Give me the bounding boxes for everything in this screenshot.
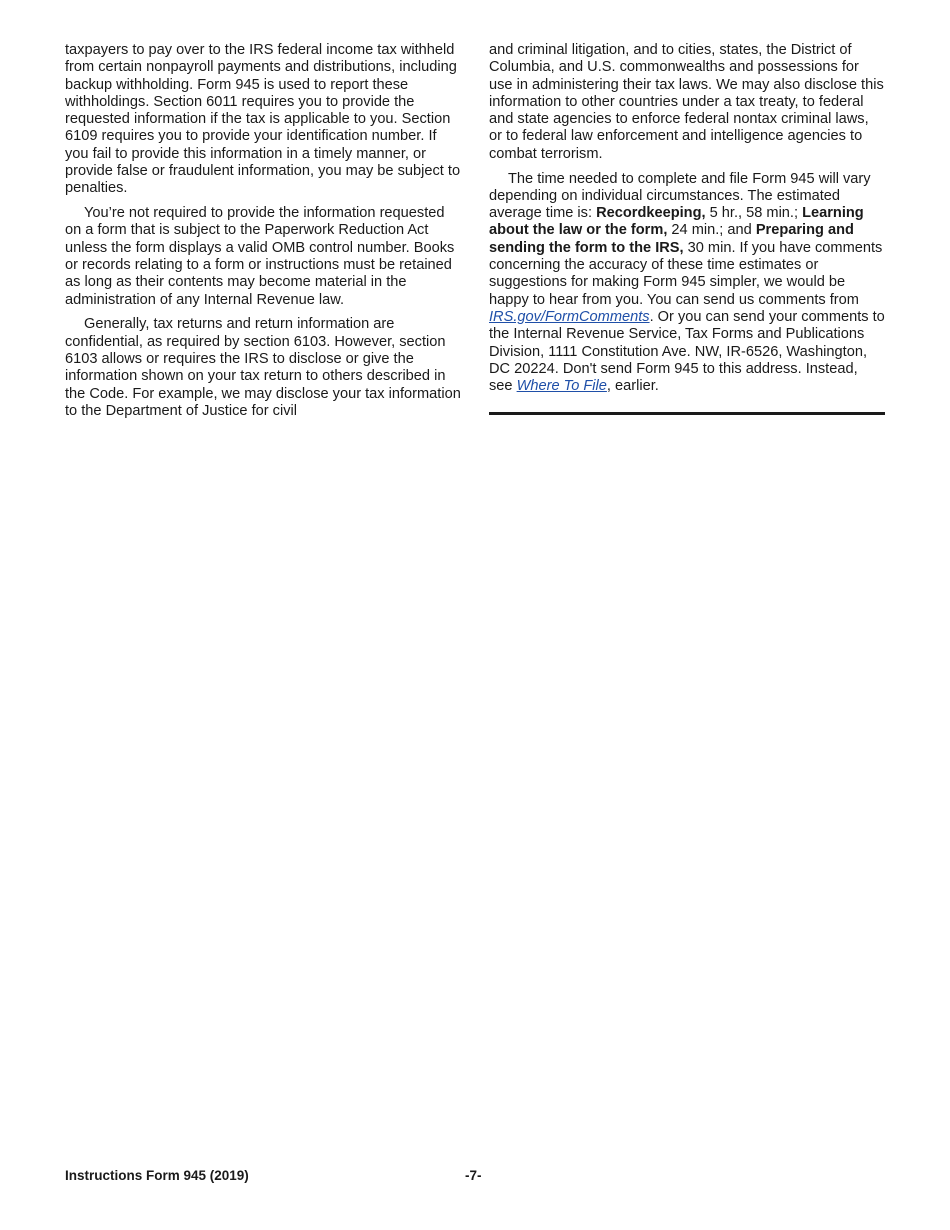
paragraph-paperwork-reduction: You’re not required to provide the information requested on a form that is subject to the Paperwork Reduction Act unless the form displays a valid OMB control number. Books or records relating to a form or instructions must be retained as long as their contents may become material in the administration of any Internal Revenue law.: [65, 205, 455, 308]
text-segment: 30 min. If you have comments concerning the accuracy of these time estimates or suggestions for making Form 945 simpler, we would be happy to hear from you. You can send us comments from: [489, 239, 883, 308]
text-segment: . Or you can send your comments to the Internal Revenue Service, Tax Forms and Publications Division, 1111 Constitution Ave. NW, IR-6526, Washington, DC 20224. Don't send Form 945 to this address. Instead, see: [489, 308, 885, 395]
bold-learning: Learning about the law or the form,: [489, 205, 864, 239]
footer-page-number: -7-: [465, 1168, 482, 1183]
left-column: [65, 42, 463, 428]
right-column: [489, 42, 885, 415]
end-divider-rule: [489, 412, 885, 415]
text-segment: The time needed to complete and file Form 945 will vary depending on individual circumstances. The estimated average time is:: [489, 170, 871, 222]
paragraph-disclosure-continued: and criminal litigation, and to cities, states, the District of Columbia, and U.S. commonwealths and possessions for use in administering their tax laws. We may also disclose this information to other countries under a tax treaty, to federal and state agencies to enforce federal nontax criminal laws, or to federal law enforcement and intelligence agencies to combat terrorism.: [489, 42, 884, 162]
text-segment: 24 min.; and: [667, 222, 756, 239]
text-segment: , earlier.: [606, 378, 659, 395]
paragraph-privacy-authority: taxpayers to pay over to the IRS federal income tax withheld from certain nonpayroll payments and distributions, including backup withholding. Form 945 is used to report these withholdings. Section 6011 requires you to provide the requested information if the tax is applicable to you. Section 6109 requires you to provide your identification number. If you fail to provide this information in a timely manner, or provide false or fraudulent information, you may be subject to penalties.: [65, 42, 461, 197]
footer-form-title: Instructions Form 945 (2019): [65, 1168, 249, 1183]
paragraph-time-estimate: [489, 171, 885, 396]
link-form-comments[interactable]: IRS.gov/FormComments: [489, 308, 650, 325]
link-where-to-file[interactable]: Where To File: [516, 378, 607, 395]
bold-preparing: Preparing and sending the form to the IRS,: [489, 222, 854, 256]
paragraph-confidentiality: Generally, tax returns and return information are confidential, as required by section 6103. However, section 6103 allows or requires the IRS to disclose or give the information shown on your tax return to others described in the Code. For example, we may disclose your tax information to the Department of Justice for civil: [65, 316, 461, 419]
text-segment: 5 hr., 58 min.;: [705, 205, 803, 222]
bold-recordkeeping: Recordkeeping,: [596, 205, 706, 222]
